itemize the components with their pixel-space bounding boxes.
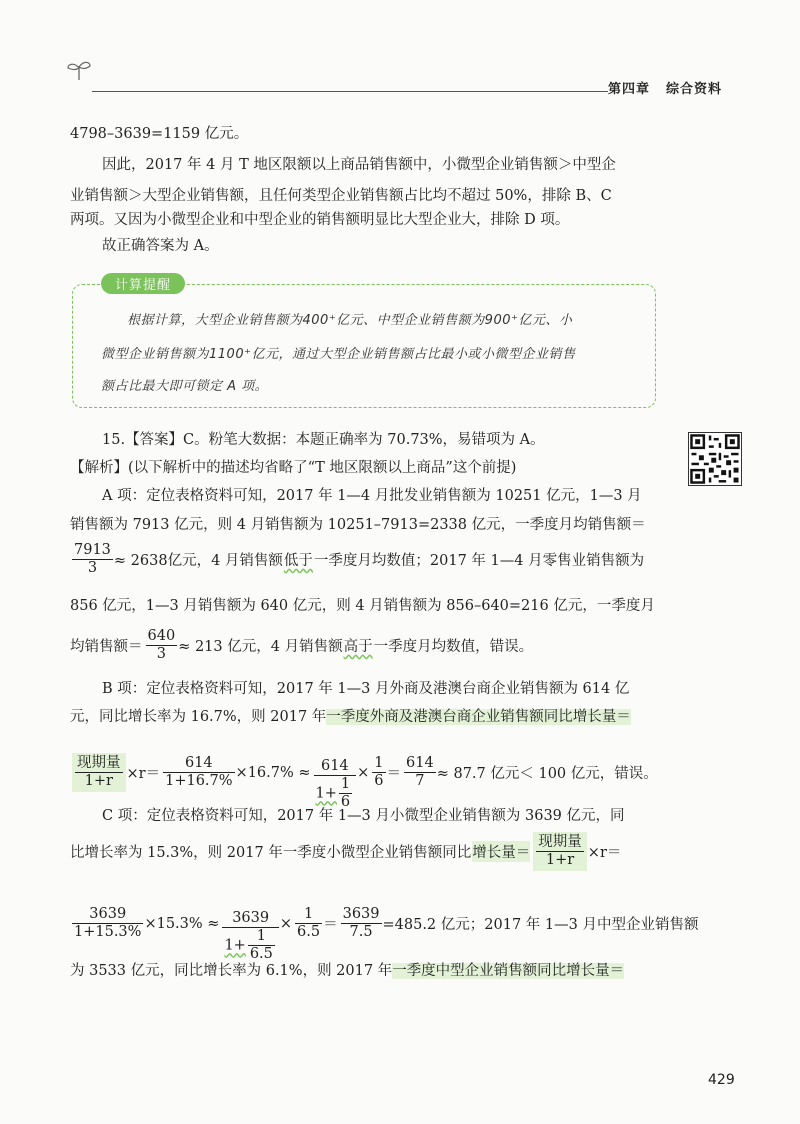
- text-segment: ×: [279, 915, 293, 932]
- highlight-fraction: [72, 753, 126, 792]
- text-segment: 1+: [315, 785, 337, 802]
- highlight: 一季度外商及港澳台商企业销售额同比增长量＝: [326, 709, 631, 725]
- text-line: 销售额为 7913 亿元，则 4 月销售额为 10251–7913=2338 亿元，一季度月均销售额＝: [70, 517, 646, 533]
- callout-line: 根据计算，大型企业销售额为400⁺亿元、中型企业销售额为900⁺亿元、小: [127, 313, 573, 328]
- denominator: 7: [415, 773, 425, 789]
- text-segment: ＝: [386, 766, 402, 782]
- numerator: 614: [314, 758, 357, 776]
- qr-code-icon: [688, 432, 742, 486]
- fraction: [72, 542, 113, 577]
- text-segment: 1+: [224, 937, 246, 954]
- text-line: 因此，2017 年 4 月 T 地区限额以上商品销售额中，小微型企业销售额＞中型企: [102, 157, 616, 173]
- fraction: [295, 906, 322, 941]
- text-line: C 项：定位表格资料可知，2017 年 1—3 月小微型企业销售额为 3639 亿元，同: [102, 808, 625, 824]
- equation-line: [70, 734, 659, 811]
- numerator: 640: [147, 628, 176, 644]
- numerator: 现期量: [77, 755, 121, 771]
- fraction: [72, 906, 143, 941]
- equation-line: [70, 884, 699, 963]
- highlight-fraction: [533, 832, 587, 871]
- chapter-title: 综合资料: [666, 82, 723, 97]
- fraction: [222, 910, 278, 963]
- text-line: [70, 961, 624, 981]
- emphasis: 高于: [343, 639, 373, 655]
- page-number: 429: [708, 1072, 735, 1088]
- denominator: [222, 928, 278, 963]
- answer-line: 15.【答案】C。粉笔大数据：本题正确率为 70.73%，易错项为 A。: [102, 432, 545, 448]
- analysis-line: 【解析】(以下解析中的描述均省略了“T 地区限额以上商品”这个前提): [70, 460, 517, 476]
- fraction: [163, 755, 234, 790]
- text-line: [70, 707, 631, 727]
- denominator: 7.5: [349, 924, 373, 940]
- text-line: 两项。又因为小微型企业和中型企业的销售额明显比大型企业大，排除 D 项。: [70, 212, 570, 228]
- text-segment: 比增长率为 15.3%，则 2017 年一季度小微型企业销售额同比: [70, 845, 472, 861]
- text-segment: ≈ 2638亿元，4 月销售额: [113, 553, 283, 569]
- text-segment: 一季度月均数值，错误。: [373, 639, 534, 655]
- callout-line: 微型企业销售额为1100⁺亿元，通过大型企业销售额占比最小或小微型企业销售: [101, 347, 576, 362]
- denominator: 6: [374, 773, 384, 789]
- numerator: 1: [248, 928, 275, 946]
- numerator: 1: [374, 755, 384, 771]
- text-segment: 为 3533 亿元，同比增长率为 6.1%，则 2017 年: [70, 963, 393, 979]
- denominator: 1+16.7%: [165, 773, 233, 789]
- denominator: 1+15.3%: [74, 924, 142, 940]
- numerator: 1: [340, 776, 351, 792]
- text-line: B 项：定位表格资料可知，2017 年 1—3 月外商及港澳台商企业销售额为 614 亿: [102, 681, 630, 697]
- text-line: 4798–3639=1159 亿元。: [70, 126, 249, 142]
- text-segment: ×16.7% ≈: [235, 764, 311, 781]
- text-line: 故正确答案为 A。: [102, 238, 219, 254]
- denominator: 6.5: [297, 924, 321, 940]
- numerator: 7913: [74, 542, 111, 558]
- fraction: [146, 628, 178, 663]
- numerator: 614: [406, 755, 434, 771]
- text-segment: ×r＝: [126, 766, 161, 782]
- nested-fraction: [248, 928, 275, 963]
- text-segment: ≈ 87.7 亿元＜ 100 亿元，错误。: [436, 766, 658, 782]
- numerator: 614: [163, 755, 234, 773]
- fraction: [404, 755, 436, 790]
- text-segment: ×: [357, 764, 370, 781]
- numerator: 3639: [72, 906, 143, 924]
- fraction: [341, 906, 382, 941]
- denominator: 3: [87, 560, 98, 576]
- text-line: 856 亿元，1—3 月销售额为 640 亿元，则 4 月销售额为 856–640=216 亿元，一季度月: [70, 598, 655, 614]
- text-segment: =485.2 亿元；2017 年 1—3 月中型企业销售额: [382, 917, 699, 933]
- fraction: [314, 758, 357, 811]
- denominator: 1+r: [545, 852, 575, 868]
- equation-line: [70, 628, 534, 663]
- numerator: 现期量: [538, 834, 582, 850]
- highlight: 一季度中型企业销售额同比增长量＝: [392, 963, 625, 979]
- text-segment: ＝: [323, 917, 338, 933]
- equation-line: [70, 542, 645, 577]
- calculation-tip-box: [72, 278, 656, 408]
- text-segment: 元，同比增长率为 16.7%，则 2017 年: [70, 709, 327, 725]
- text-segment: ×r＝: [587, 845, 622, 861]
- callout-line: 额占比最大即可锁定 A 项。: [101, 379, 269, 394]
- text-segment: ≈ 213 亿元，4 月销售额: [178, 639, 343, 655]
- highlight: 增长量＝: [472, 841, 530, 862]
- chapter-number: 第四章: [608, 82, 651, 97]
- denominator: 1+r: [84, 773, 113, 789]
- text-segment: 一季度月均数值；2017 年 1—4 月零售业销售额为: [313, 553, 645, 569]
- header-rule: [92, 91, 608, 92]
- equation-line: [70, 832, 622, 871]
- numerator: 3639: [222, 910, 278, 928]
- fraction: [372, 755, 385, 790]
- text-line: 业销售额＞大型企业销售额，且任何类型企业销售额占比均不超过 50%，排除 B、C: [70, 188, 612, 204]
- numerator: 1: [295, 906, 322, 924]
- denominator: 3: [156, 646, 166, 662]
- text-segment: 均销售额＝: [70, 639, 143, 655]
- denominator: 6: [340, 794, 351, 810]
- chapter-header: [608, 78, 722, 97]
- callout-tab: 计算提醒: [101, 273, 185, 294]
- numerator: 3639: [342, 906, 380, 922]
- text-segment: ×15.3% ≈: [144, 915, 220, 932]
- sprout-icon: [66, 58, 92, 82]
- emphasis: 低于: [283, 553, 313, 569]
- denominator: 6.5: [249, 946, 273, 962]
- text-line: A 项：定位表格资料可知，2017 年 1—4 月批发业销售额为 10251 亿元，1—3 月: [102, 488, 642, 504]
